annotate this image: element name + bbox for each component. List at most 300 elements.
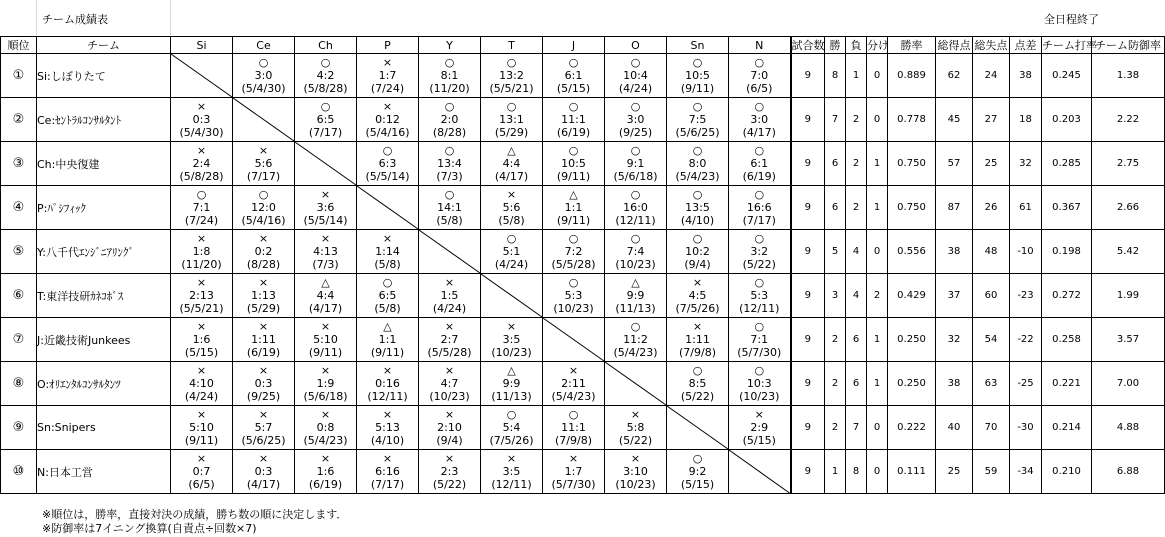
match-result-cell [233,186,295,230]
result-mark: △ [507,364,516,377]
match-score: 3:0 [254,69,273,82]
table-row [1,54,1165,98]
self-match-cell [729,450,791,494]
match-date: (4/10) [680,214,715,227]
match-result-cell [233,362,295,406]
stat-cell-5: 38 [936,230,973,274]
match-date: (11/13) [615,302,656,315]
match-score: 2:10 [437,421,462,434]
stat-header-3: 分け [867,37,888,54]
match-score: 7:1 [750,333,769,346]
match-score: 1:1 [564,201,583,214]
match-date: (5/15) [184,346,219,359]
match-result-cell [667,274,729,318]
result-mark: × [320,232,331,245]
match-result-cell [729,142,791,186]
result-mark: ○ [568,144,579,157]
result-mark: ○ [692,144,703,157]
stat-cell-6: 54 [973,318,1010,362]
match-date: (6/5) [746,82,773,95]
result-mark: ○ [444,144,455,157]
match-result-cell [295,186,357,230]
result-mark: × [258,364,269,377]
result-mark: × [506,188,517,201]
match-score: 3:6 [316,201,335,214]
match-result-cell [667,450,729,494]
match-score: 11:2 [623,333,648,346]
match-score: 4:7 [440,377,459,390]
match-result-cell [729,230,791,274]
match-result-cell [419,406,481,450]
match-result-cell [171,230,233,274]
result-mark: ○ [630,56,641,69]
result-mark: × [258,408,269,421]
self-match-cell [357,186,419,230]
match-date: (5/5/14) [365,170,410,183]
match-score: 3:2 [750,245,769,258]
match-date: (5/29) [246,302,281,315]
stat-cell-3: 0 [867,230,888,274]
match-score: 3:5 [502,465,521,478]
stat-cell-1: 2 [825,318,846,362]
match-score: 2:11 [561,377,586,390]
stat-cell-4: 0.111 [888,450,936,494]
match-date: (8/28) [432,126,467,139]
result-mark: ○ [754,364,765,377]
result-mark: △ [631,276,640,289]
match-score: 3:10 [623,465,648,478]
self-match-cell [667,406,729,450]
result-mark: ○ [568,276,579,289]
match-result-cell [543,230,605,274]
team-name-cell: O:ｵﾘｴﾝﾀﾙｺﾝｻﾙﾀﾝﾂ [37,362,171,406]
result-mark: △ [383,320,392,333]
result-mark: × [196,276,207,289]
match-date: (9/11) [370,346,405,359]
match-date: (11/13) [491,390,532,403]
match-score: 2:4 [192,157,211,170]
diagonal-line [481,274,542,317]
match-score: 3:5 [502,333,521,346]
result-mark: ○ [320,56,331,69]
match-date: (5/4/23) [675,170,720,183]
result-mark: ○ [692,232,703,245]
result-mark: × [382,232,393,245]
stat-cell-5: 38 [936,362,973,406]
match-date: (12/11) [739,302,780,315]
sheet-title: チーム成績表 [42,13,108,26]
match-date: (5/8/28) [179,170,224,183]
match-result-cell [419,274,481,318]
match-date: (7/24) [184,214,219,227]
match-result-cell [171,142,233,186]
stat-header-1: 勝 [825,37,846,54]
stat-cell-2: 2 [846,186,867,230]
match-score: 16:6 [746,201,772,214]
match-date: (5/29) [494,126,529,139]
match-date: (5/4/16) [241,214,286,227]
match-date: (9/11) [308,346,343,359]
stat-cell-0: 9 [791,362,825,406]
match-result-cell [171,450,233,494]
match-score: 5:10 [189,421,214,434]
match-result-cell [605,318,667,362]
match-date: (5/15) [556,82,591,95]
stat-cell-9: 2.66 [1092,186,1165,230]
self-match-cell [543,318,605,362]
match-result-cell [357,318,419,362]
diagonal-line [357,186,418,229]
match-score: 4:10 [189,377,214,390]
stat-cell-4: 0.750 [888,186,936,230]
result-mark: ○ [692,56,703,69]
result-mark: × [320,364,331,377]
match-result-cell [295,406,357,450]
stat-cell-8: 0.198 [1042,230,1092,274]
stat-cell-1: 6 [825,142,846,186]
team-header: チーム [37,37,171,54]
result-mark: × [258,320,269,333]
match-date: (9/11) [556,214,591,227]
stat-cell-6: 27 [973,98,1010,142]
stat-cell-7: -23 [1010,274,1042,318]
match-date: (9/25) [618,126,653,139]
match-date: (11/20) [181,258,222,271]
opponent-header-n: N [729,37,791,54]
table-row [1,186,1165,230]
team-name-cell: J:近畿技術Junkees [37,318,171,362]
stat-cell-9: 4.88 [1092,406,1165,450]
match-score: 6:5 [378,289,397,302]
match-result-cell [481,54,543,98]
match-score: 0:7 [192,465,211,478]
result-mark: ○ [692,452,703,465]
result-mark: × [196,364,207,377]
stat-cell-8: 0.210 [1042,450,1092,494]
stat-cell-7: -22 [1010,318,1042,362]
match-result-cell [357,142,419,186]
stat-cell-7: 61 [1010,186,1042,230]
result-mark: × [444,408,455,421]
match-date: (10/23) [739,390,780,403]
match-date: (7/17) [370,478,405,491]
match-score: 8:1 [440,69,459,82]
match-result-cell [233,406,295,450]
result-mark: ○ [630,144,641,157]
stat-cell-5: 40 [936,406,973,450]
match-result-cell [667,318,729,362]
stat-cell-9: 3.57 [1092,318,1165,362]
match-date: (5/15) [680,478,715,491]
stat-header-0: 試合数 [791,37,825,54]
stat-cell-8: 0.258 [1042,318,1092,362]
result-mark: ○ [320,100,331,113]
result-mark: ○ [692,100,703,113]
stat-cell-7: -34 [1010,450,1042,494]
result-mark: ○ [630,320,641,333]
stat-cell-2: 7 [846,406,867,450]
opponent-header-j: J [543,37,605,54]
match-score: 7:2 [564,245,583,258]
match-result-cell [357,406,419,450]
opponent-header-t: T [481,37,543,54]
match-result-cell [729,54,791,98]
team-name-cell: T:東洋技研ｶﾈｺﾎﾞｽ [37,274,171,318]
match-result-cell [357,362,419,406]
match-result-cell [729,186,791,230]
match-score: 9:9 [502,377,521,390]
stat-cell-4: 0.778 [888,98,936,142]
diagonal-line [419,230,480,273]
result-mark: ○ [568,408,579,421]
rank-cell: ⑤ [1,230,37,274]
match-score: 0:3 [192,113,211,126]
match-date: (6/19) [246,346,281,359]
result-mark: × [258,232,269,245]
match-result-cell [667,186,729,230]
match-score: 1:14 [375,245,400,258]
rank-cell: ⑧ [1,362,37,406]
match-result-cell [667,54,729,98]
match-result-cell [171,98,233,142]
header-row [1,37,1165,54]
match-score: 5:8 [626,421,645,434]
stat-cell-3: 0 [867,450,888,494]
result-mark: × [568,452,579,465]
match-score: 1:6 [316,465,335,478]
match-score: 0:3 [254,465,273,478]
match-date: (6/19) [308,478,343,491]
self-match-cell [171,54,233,98]
match-result-cell [481,98,543,142]
stat-cell-0: 9 [791,230,825,274]
match-date: (12/11) [615,214,656,227]
rank-cell: ③ [1,142,37,186]
match-result-cell [605,274,667,318]
match-result-cell [605,230,667,274]
match-date: (9/25) [246,390,281,403]
match-date: (5/5/14) [303,214,348,227]
match-result-cell [295,274,357,318]
result-mark: × [444,276,455,289]
match-date: (5/15) [742,434,776,447]
match-date: (5/22) [432,478,467,491]
match-date: (5/7/30) [737,346,782,359]
match-result-cell [171,318,233,362]
stat-cell-9: 1.99 [1092,274,1165,318]
match-result-cell [357,230,419,274]
result-mark: × [630,452,641,465]
stat-header-8: チーム打率 [1042,37,1092,54]
match-result-cell [543,98,605,142]
match-result-cell [295,230,357,274]
stat-cell-5: 25 [936,450,973,494]
match-date: (5/4/23) [551,390,596,403]
match-date: (4/10) [370,434,405,447]
stat-cell-9: 1.38 [1092,54,1165,98]
era-note: ※防御率は7イニング換算(自責点÷回数×7) [42,522,257,535]
match-date: (5/22) [618,434,653,447]
stat-cell-4: 0.429 [888,274,936,318]
match-score: 7:5 [688,113,707,126]
stat-cell-9: 6.88 [1092,450,1165,494]
standings-table [0,36,1165,494]
match-date: (8/28) [246,258,281,271]
stat-cell-6: 70 [973,406,1010,450]
result-mark: ○ [506,408,517,421]
stat-header-4: 勝率 [888,37,936,54]
match-result-cell [419,98,481,142]
match-result-cell [543,54,605,98]
stat-cell-3: 1 [867,318,888,362]
match-result-cell [729,318,791,362]
match-result-cell [233,274,295,318]
match-result-cell [419,450,481,494]
result-mark: ○ [630,188,641,201]
match-score: 6:5 [316,113,335,126]
stat-cell-9: 7.00 [1092,362,1165,406]
stat-cell-8: 0.245 [1042,54,1092,98]
match-score: 2:9 [750,421,769,434]
match-score: 1:7 [564,465,583,478]
stat-cell-2: 4 [846,230,867,274]
stat-cell-5: 87 [936,186,973,230]
match-date: (11/20) [429,82,470,95]
stat-cell-6: 26 [973,186,1010,230]
stat-cell-7: -30 [1010,406,1042,450]
match-score: 10:4 [623,69,648,82]
match-score: 2:13 [189,289,214,302]
match-date: (7/9/8) [679,346,716,359]
match-score: 1:9 [316,377,335,390]
match-date: (4/17) [308,302,343,315]
team-name-cell: Si:しぼりたて [37,54,171,98]
match-score: 1:7 [378,69,397,82]
match-result-cell [357,98,419,142]
rank-cell: ⑦ [1,318,37,362]
match-score: 4:5 [688,289,707,302]
result-mark: × [506,320,517,333]
result-mark: ○ [258,56,269,69]
result-mark: ○ [692,188,703,201]
match-date: (10/23) [615,258,656,271]
result-mark: ○ [506,56,517,69]
result-mark: × [444,364,455,377]
stat-header-5: 総得点 [936,37,973,54]
team-name-cell: P:ﾊﾟｼﾌｨｯｸ [37,186,171,230]
table-row [1,98,1165,142]
match-score: 16:0 [623,201,648,214]
match-date: (6/5) [188,478,215,491]
match-date: (4/24) [184,390,219,403]
stat-cell-4: 0.889 [888,54,936,98]
match-score: 5:10 [313,333,338,346]
result-mark: ○ [568,100,579,113]
match-score: 1:11 [685,333,710,346]
result-mark: × [320,452,331,465]
match-score: 6:16 [375,465,400,478]
match-result-cell [295,362,357,406]
result-mark: ○ [754,144,765,157]
match-result-cell [481,142,543,186]
stat-cell-6: 63 [973,362,1010,406]
match-result-cell [419,362,481,406]
stat-cell-5: 57 [936,142,973,186]
match-result-cell [543,362,605,406]
match-score: 13:4 [437,157,462,170]
result-mark: × [320,408,331,421]
stat-cell-8: 0.214 [1042,406,1092,450]
match-date: (4/24) [618,82,653,95]
self-match-cell [295,142,357,186]
diagonal-line [543,318,604,361]
stat-cell-6: 60 [973,274,1010,318]
match-score: 13:5 [685,201,710,214]
match-date: (7/17) [246,170,281,183]
match-score: 1:8 [192,245,211,258]
match-score: 1:6 [192,333,211,346]
match-result-cell [543,450,605,494]
match-date: (5/4/16) [365,126,410,139]
match-date: (7/5/26) [489,434,534,447]
stat-cell-6: 25 [973,142,1010,186]
opponent-header-p: P [357,37,419,54]
match-score: 1:11 [251,333,276,346]
stat-cell-2: 2 [846,142,867,186]
rank-cell: ② [1,98,37,142]
stat-cell-3: 0 [867,54,888,98]
match-result-cell [295,318,357,362]
stat-cell-3: 1 [867,142,888,186]
stat-cell-1: 3 [825,274,846,318]
match-result-cell [481,406,543,450]
table-row [1,230,1165,274]
self-match-cell [233,98,295,142]
match-result-cell [481,318,543,362]
match-result-cell [171,274,233,318]
team-name-cell: Y:八千代ｴﾝｼﾞﾆｱﾘﾝｸﾞ [37,230,171,274]
diagonal-line [233,98,294,141]
match-score: 6:3 [378,157,397,170]
stat-cell-1: 6 [825,186,846,230]
stat-cell-0: 9 [791,54,825,98]
self-match-cell [605,362,667,406]
match-result-cell [729,98,791,142]
result-mark: ○ [444,188,455,201]
match-result-cell [543,406,605,450]
match-date: (5/4/23) [613,346,658,359]
match-result-cell [543,142,605,186]
self-match-cell [419,230,481,274]
match-score: 4:4 [316,289,335,302]
match-result-cell [605,98,667,142]
match-result-cell [667,142,729,186]
stat-cell-0: 9 [791,186,825,230]
stat-cell-2: 6 [846,362,867,406]
match-result-cell [171,362,233,406]
match-score: 10:2 [685,245,710,258]
stat-cell-4: 0.250 [888,318,936,362]
stat-cell-8: 0.221 [1042,362,1092,406]
gridline [36,0,37,36]
stat-header-9: チーム防御率 [1092,37,1165,54]
match-date: (4/17) [494,170,529,183]
match-result-cell [605,450,667,494]
result-mark: × [320,320,331,333]
gridline [170,0,171,36]
rank-cell: ④ [1,186,37,230]
diagonal-line [729,450,790,493]
